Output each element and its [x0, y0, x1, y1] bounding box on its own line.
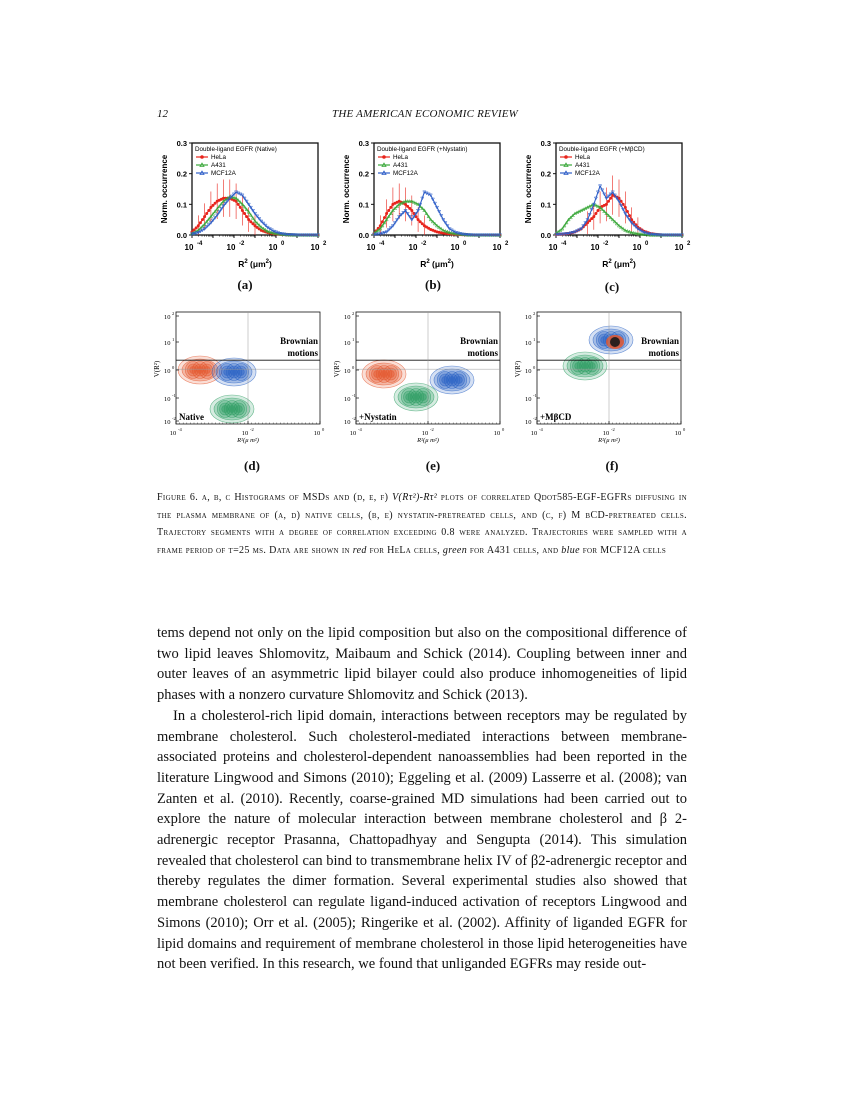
legend-label: HeLa	[211, 154, 227, 161]
data-point	[383, 216, 386, 219]
data-point	[410, 209, 413, 212]
caption-text-2: plots of correlated Qdot585-EGF-EGFRs diffusing in the plasma membrane of (a, d) native cells, (b, e) nystatin-pretreated cells, and (c, f) M βCD-pretreated cells. Trajectory segments with a degree of correlation exceeding 0.8 were analyzed. Trajectories were sampled with a frame period of τ=25 ms. Data are shown in	[157, 492, 687, 556]
y-tick-label: 0.2	[540, 169, 551, 179]
x-tick-exponent: 0	[645, 241, 649, 247]
contour-cluster	[563, 352, 607, 380]
y-axis-label: Norm. occurrence	[342, 154, 351, 224]
data-point	[609, 197, 612, 200]
y-axis-label: Norm. occurrence	[160, 154, 169, 224]
data-point	[597, 209, 600, 212]
contour-chart	[514, 307, 689, 447]
x-tick-exponent: 0	[322, 427, 325, 432]
y-tick-label: 10	[525, 368, 532, 375]
contour-lobe	[231, 369, 238, 376]
data-point	[201, 218, 204, 221]
data-point	[245, 215, 248, 218]
condition-label: Native	[179, 412, 204, 422]
x-axis-label-part: 2	[608, 259, 612, 265]
contour-lobe	[197, 367, 204, 374]
brownian-label: Brownian	[460, 336, 498, 346]
contour-lobe	[589, 363, 596, 370]
y-tick-label: 10	[525, 396, 532, 403]
x-axis-label-part: 2	[426, 259, 430, 265]
contour-lobe	[224, 369, 231, 376]
brownian-label: Brownian	[280, 336, 318, 346]
y-tick-label: 0.1	[176, 200, 187, 210]
data-point	[607, 200, 610, 203]
legend-title: Double-ligand EGFR (+MβCD)	[559, 146, 645, 153]
x-tick-exponent: -4	[539, 427, 543, 432]
x-tick-exponent: -4	[197, 241, 203, 247]
contour-lobe	[442, 377, 449, 384]
y-tick-label: 10	[525, 314, 532, 321]
y-tick-label: 10	[164, 396, 171, 403]
contour-lobe	[406, 394, 413, 401]
x-axis-label-part: 2	[265, 259, 269, 265]
x-tick-label: 10	[530, 430, 538, 437]
contour-lobe	[374, 371, 381, 378]
y-tick-label: 10	[164, 314, 171, 321]
y-tick-label: 10	[164, 368, 171, 375]
paragraph: In a cholesterol-rich lipid domain, interactions between receptors may be regulated by membrane cholesterol. Such cholesterol-mediated interactions between membrane-associated proteins and cholesterol-dependent nanoassemblies had been reported in the literature Lingwood and Simons (2010); Eggeling et al. (2009) Lasserre et al. (2008); van Zanten et al. (2010). Recently, coarse-grained MD simulations had been carried out to explore the nature of molecular interaction between membrane cholesterol and β 2-adrenergic receptor Prasanna, Chattopadhyay and Sengupta (2014). This simulation revealed that cholesterol can bind to transmembrane helix IV of β2-adrenergic receptor and thereby regulates the dimer formation. Several experimental studies also showed that membrane cholesterol can regulate ligand-induced activation of receptors Lingwood and Simons (2010); Orr et al. (2005); Ringerike et al. (2002). Affinity of liganded EGFR for lipid domains and requirement of membrane cholesterol in those lipid heterogeneities have not been verified. In this research, we found that unliganded EGFRs may reside out-	[157, 707, 687, 973]
x-tick-exponent: 2	[505, 241, 509, 247]
y-tick-exponent: 1	[352, 337, 355, 342]
y-tick-exponent: 0	[352, 365, 355, 370]
x-tick-exponent: -4	[561, 241, 567, 247]
figure-panel-f	[514, 307, 689, 447]
x-tick-exponent: 0	[683, 427, 686, 432]
x-axis-label: R²(μ m²)	[417, 437, 439, 444]
x-tick-label: 10	[366, 243, 376, 252]
y-axis-label: Norm. occurrence	[524, 154, 533, 224]
x-tick-exponent: -2	[430, 427, 434, 432]
contour-chart	[153, 307, 328, 447]
x-tick-exponent: -4	[379, 241, 385, 247]
x-tick-label: 10	[349, 430, 357, 437]
contour-cluster	[212, 358, 256, 386]
x-tick-label: 10	[421, 430, 429, 437]
y-tick-exponent: 0	[533, 365, 536, 370]
x-tick-label: 10	[226, 243, 236, 252]
contour-cluster	[589, 326, 633, 354]
contour-cluster	[210, 395, 254, 423]
data-point	[207, 209, 210, 212]
x-axis-label-part: 2	[244, 259, 248, 265]
x-tick-exponent: -2	[421, 241, 427, 247]
y-tick-label: 10	[344, 419, 351, 426]
y-axis-label: V(R²)	[333, 360, 341, 378]
legend-label: MCF12A	[211, 170, 236, 177]
x-axis-label	[238, 259, 272, 269]
data-point	[389, 206, 392, 209]
legend-label: MCF12A	[393, 170, 418, 177]
data-point	[197, 224, 200, 227]
x-tick-label: 10	[310, 243, 320, 252]
contour-lobe	[381, 371, 388, 378]
data-point	[239, 206, 242, 209]
y-tick-label: 0.1	[358, 200, 369, 210]
contour-cluster	[394, 383, 438, 411]
x-tick-exponent: -4	[178, 427, 182, 432]
x-tick-label: 10	[602, 430, 610, 437]
page-number: 12	[157, 108, 168, 120]
condition-label: +MβCD	[540, 412, 572, 422]
caption-formula: V(Rτ²)-Rτ²	[392, 492, 438, 503]
panel-label-c: (c)	[604, 279, 620, 294]
x-tick-label: 10	[493, 430, 501, 437]
data-point	[199, 221, 202, 224]
y-tick-label: 10	[344, 368, 351, 375]
data-point	[605, 203, 608, 206]
x-tick-label: 10	[590, 243, 600, 252]
contour-lobe	[456, 377, 463, 384]
brownian-label: motions	[648, 348, 679, 358]
figure-panel-e	[333, 307, 508, 447]
x-tick-exponent: -2	[239, 241, 245, 247]
y-tick-exponent: -2	[172, 416, 176, 421]
y-tick-exponent: -2	[533, 416, 537, 421]
legend-label: MCF12A	[575, 170, 600, 177]
contour-lobe	[236, 406, 243, 413]
brownian-label: motions	[467, 348, 498, 358]
journal-title: THE AMERICAN ECONOMIC REVIEW	[332, 108, 518, 120]
histogram-chart	[158, 135, 333, 275]
x-tick-label: 10	[241, 430, 249, 437]
legend-marker	[382, 155, 386, 159]
x-tick-label: 10	[450, 243, 460, 252]
x-axis-label-part: )	[268, 259, 272, 269]
legend-label: HeLa	[393, 154, 409, 161]
x-axis-label-part: R	[238, 259, 245, 269]
panel-label-f: (f)	[605, 458, 619, 473]
y-tick-label: 0.0	[358, 231, 369, 240]
contour-lobe	[388, 371, 395, 378]
contour-lobe	[610, 337, 620, 347]
x-tick-exponent: -4	[358, 427, 362, 432]
x-axis-label-part: (μm	[611, 259, 630, 269]
x-tick-label: 10	[492, 243, 502, 252]
body-text	[157, 623, 687, 975]
x-tick-exponent: 0	[502, 427, 505, 432]
histogram-chart	[340, 135, 515, 275]
contour-lobe	[222, 406, 229, 413]
contour-lobe	[238, 369, 245, 376]
y-tick-label: 0.1	[540, 200, 551, 210]
page-header	[157, 108, 693, 124]
x-tick-label: 10	[169, 430, 177, 437]
x-tick-label: 10	[674, 430, 682, 437]
data-point	[241, 209, 244, 212]
x-axis-label: R²(μ m²)	[237, 437, 259, 444]
y-axis-label: V(R²)	[514, 360, 522, 378]
x-tick-exponent: 2	[323, 241, 327, 247]
x-tick-exponent: 0	[281, 241, 285, 247]
contour-lobe	[582, 363, 589, 370]
y-tick-label: 0.3	[540, 139, 551, 148]
x-tick-label: 10	[632, 243, 642, 252]
x-axis-label-part: )	[450, 259, 454, 269]
y-tick-exponent: 1	[533, 337, 536, 342]
figure-panel-c	[522, 135, 697, 275]
figure-caption	[157, 489, 687, 559]
panel-label-e: (e)	[425, 458, 441, 473]
figure-panel-a	[158, 135, 333, 275]
caption-text-5: for MCF12A cells	[579, 544, 667, 556]
y-tick-label: 0.0	[540, 231, 551, 240]
x-axis-label-part: (μm	[247, 259, 266, 269]
histogram-chart	[522, 135, 697, 275]
x-tick-label: 10	[548, 243, 558, 252]
x-axis-label-part: )	[632, 259, 636, 269]
panel-label-d: (d)	[244, 458, 260, 473]
brownian-label: Brownian	[641, 336, 679, 346]
y-tick-exponent: 0	[172, 365, 175, 370]
x-tick-exponent: 2	[687, 241, 691, 247]
x-axis-label: R²(μ m²)	[598, 437, 620, 444]
caption-blue: blue	[561, 544, 580, 556]
y-tick-exponent: 1	[172, 337, 175, 342]
contour-cluster	[362, 360, 406, 388]
y-tick-label: 0.2	[176, 169, 187, 179]
contour-lobe	[190, 367, 197, 374]
panel-label-a: (a)	[237, 277, 253, 292]
x-axis-label	[602, 259, 636, 269]
y-tick-label: 10	[164, 419, 171, 426]
x-tick-exponent: 0	[463, 241, 467, 247]
data-point	[387, 209, 390, 212]
figure-panel-b	[340, 135, 515, 275]
contour-cluster	[430, 366, 474, 394]
legend-title: Double-ligand EGFR (Native)	[195, 146, 277, 153]
y-tick-exponent: 2	[172, 311, 175, 316]
legend-marker	[200, 155, 204, 159]
data-point	[205, 212, 208, 215]
legend-title: Double-ligand EGFR (+Nystatin)	[377, 146, 468, 153]
x-axis-label-part: (μm	[429, 259, 448, 269]
x-axis-label-part: 2	[629, 259, 633, 265]
y-tick-label: 10	[525, 419, 532, 426]
y-tick-label: 0.2	[358, 169, 369, 179]
x-tick-label: 10	[184, 243, 194, 252]
x-tick-exponent: -2	[250, 427, 254, 432]
x-tick-label: 10	[408, 243, 418, 252]
caption-text-4: for A431 cells, and	[467, 544, 562, 556]
caption-green: green	[442, 544, 468, 556]
y-tick-label: 10	[164, 340, 171, 347]
data-point	[385, 212, 388, 215]
x-axis-label-part: R	[602, 259, 609, 269]
contour-lobe	[229, 406, 236, 413]
y-tick-exponent: -1	[352, 393, 356, 398]
y-tick-label: 10	[525, 340, 532, 347]
legend-label: HeLa	[575, 154, 591, 161]
data-point	[203, 215, 206, 218]
legend-marker	[564, 155, 568, 159]
x-tick-exponent: -2	[603, 241, 609, 247]
figure-panel-d	[153, 307, 328, 447]
x-tick-label: 10	[313, 430, 321, 437]
x-tick-exponent: -2	[611, 427, 615, 432]
x-axis-label-part: R	[420, 259, 427, 269]
y-tick-exponent: -1	[172, 393, 176, 398]
panel-label-b: (b)	[425, 277, 441, 292]
y-tick-label: 0.0	[176, 231, 187, 240]
contour-lobe	[575, 363, 582, 370]
contour-lobe	[420, 394, 427, 401]
y-tick-label: 0.3	[358, 139, 369, 148]
legend-label: A431	[211, 162, 226, 169]
legend-label: A431	[393, 162, 408, 169]
legend-label: A431	[575, 162, 590, 169]
x-axis-label-part: 2	[447, 259, 451, 265]
paragraph: tems depend not only on the lipid composition but also on the compositional difference of two lipid leaves Shlomovitz, Maibaum and Schick (2014). Coupling between inner and outer leaves of an asymmetric lipid bilayer could also produce inhomogeneities of lipid phases with a nonzero curvature Shlomovitz and Schick (2013).	[157, 625, 687, 704]
brownian-label: motions	[287, 348, 318, 358]
caption-text-3: for HeLa cells,	[366, 544, 443, 556]
x-tick-label: 10	[674, 243, 684, 252]
y-tick-exponent: 2	[352, 311, 355, 316]
condition-label: +Nystatin	[359, 412, 397, 422]
x-tick-label: 10	[268, 243, 278, 252]
contour-chart	[333, 307, 508, 447]
contour-lobe	[413, 394, 420, 401]
y-tick-label: 10	[344, 340, 351, 347]
y-tick-label: 0.3	[176, 139, 187, 148]
y-tick-exponent: -1	[533, 393, 537, 398]
y-tick-label: 10	[344, 396, 351, 403]
caption-red: red	[352, 544, 367, 556]
y-tick-exponent: 2	[533, 311, 536, 316]
y-tick-exponent: -2	[352, 416, 356, 421]
y-axis-label: V(R²)	[153, 360, 161, 378]
data-point	[243, 212, 246, 215]
data-point	[594, 212, 597, 215]
y-tick-label: 10	[344, 314, 351, 321]
data-point	[592, 215, 595, 218]
contour-lobe	[449, 377, 456, 384]
x-axis-label	[420, 259, 454, 269]
caption-figure-number: Figure 6.	[157, 492, 199, 503]
caption-text-1: a, b, c Histograms of MSDs and (d, e, f)	[198, 492, 393, 503]
contour-lobe	[204, 367, 211, 374]
